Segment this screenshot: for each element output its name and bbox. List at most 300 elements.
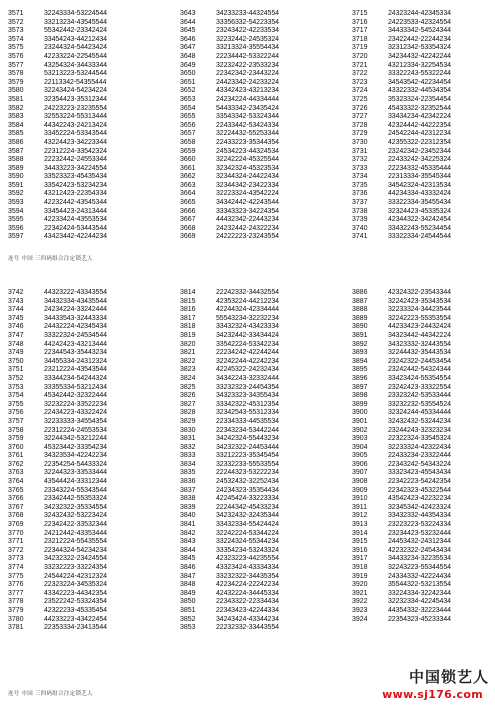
row-code: 34432334-43435544 [44,297,107,305]
row-number: 3654 [180,104,196,112]
row-number: 3584 [8,121,24,129]
table-row [352,530,451,539]
table-row [352,306,451,315]
row-number: 3850 [180,598,196,606]
table-row [180,148,279,157]
table-row [180,62,279,71]
row-number: 3906 [352,460,368,468]
table-row [352,435,451,444]
row-code: 33354234-53243324 [216,546,279,554]
row-number: 3661 [180,164,196,172]
table-row [8,19,107,28]
row-code: 22433242-34225324 [388,156,451,164]
row-number: 3587 [8,147,24,155]
row-number: 3834 [180,460,196,468]
brand-url: www.sj176.com [382,688,483,701]
table-row [8,36,107,45]
row-code: 23243422-42233534 [216,27,279,35]
table-row [352,225,451,234]
table-row [180,521,279,530]
row-code: 32223324-43542224 [216,190,279,198]
table-row [8,44,107,53]
row-code: 32342324-45323534 [216,164,279,172]
row-number: 3838 [180,495,196,503]
row-code: 32243334-53224544 [44,10,107,17]
row-number: 3735 [352,181,368,189]
row-number: 3582 [8,104,24,112]
row-code: 33454423-24313444 [44,207,107,215]
row-number: 3718 [352,35,368,43]
row-code: 33213234-43545544 [44,18,107,26]
table-row [352,289,451,298]
row-number: 3597 [8,233,24,241]
row-code: 33454243-44212434 [44,35,107,43]
row-number: 3731 [352,147,368,155]
row-number: 3573 [8,27,24,35]
row-number: 3748 [8,340,24,348]
table-row [8,590,107,599]
table-row [352,315,451,324]
table-row [8,478,107,487]
table-row [8,208,107,217]
table-row [8,323,107,332]
table-row [180,452,279,461]
table-row [8,332,107,341]
row-number: 3579 [8,78,24,86]
row-code: 33232322-34435354 [216,572,279,580]
row-code: 34542324-42313534 [388,181,451,189]
row-number: 3851 [180,606,196,614]
table-row [8,616,107,625]
row-code: 23242423-33322554 [388,383,451,391]
row-number: 3720 [352,52,368,60]
row-code: 24223223-23235554 [44,104,107,112]
row-code: 22232442-24553344 [44,156,107,164]
row-code: 33523323-45435434 [44,173,107,181]
row-code: 33322243-55322244 [388,70,451,78]
table-row [352,199,451,208]
row-number: 3583 [8,113,24,121]
table-row [180,409,279,418]
row-code: 24222223-23243554 [216,233,279,241]
table-row [180,547,279,556]
table-row [180,573,279,582]
row-code: 32243223-55344554 [388,564,451,571]
table-row [352,444,451,453]
row-code: 33212223-35345454 [216,452,279,460]
row-number: 3589 [8,164,24,172]
table-row [8,315,107,324]
row-code: 44233423-24432424 [388,323,451,331]
row-number: 3820 [180,340,196,348]
table-row [8,148,107,157]
row-number: 3835 [180,469,196,477]
row-code: 45323442-33354234 [44,443,107,451]
row-code: 23212224-55435554 [44,538,107,546]
table-row [8,452,107,461]
row-code: 24334332-42224434 [388,572,451,580]
table-row [8,27,107,36]
table-row [180,401,279,410]
row-code: 33452224-53343544 [44,130,107,138]
table-row [180,208,279,217]
row-number: 3919 [352,572,368,580]
row-code: 42233424-43553534 [44,216,107,224]
table-row [352,298,451,307]
row-code: 32233324-42322434 [388,443,451,451]
row-number: 3760 [8,443,24,451]
table-row [8,547,107,556]
table-row [8,581,107,590]
table-row [352,409,451,418]
table-row [8,469,107,478]
row-code: 44432342-22443234 [216,216,279,224]
row-code: 24532432-32252434 [216,478,279,486]
row-number: 3818 [180,323,196,331]
table-row [352,70,451,79]
table-row [352,607,451,616]
column-2 [180,10,279,242]
row-code: 33423424-55354554 [388,374,451,382]
table-row [352,375,451,384]
table-row [180,27,279,36]
table-row [352,573,451,582]
row-number: 3744 [8,306,24,314]
table-row [352,19,451,28]
row-code: 44323222-43343554 [44,289,107,296]
row-code: 22354323-45233344 [388,615,451,623]
row-number: 3893 [352,349,368,357]
table-row [352,10,451,19]
row-code: 33356332-54223354 [216,18,279,26]
row-code: 43423442-42244234 [44,233,107,241]
row-code: 42324442-44222354 [388,121,451,129]
row-code: 34232322-23424554 [44,555,107,563]
row-number: 3913 [352,521,368,529]
row-code: 44242423-43213444 [44,340,107,348]
table-row [8,384,107,393]
table-row [180,306,279,315]
row-code: 33543342-53324344 [216,113,279,121]
row-code: 32432432-53223424 [44,512,107,520]
row-number: 3740 [352,224,368,232]
table-row [352,341,451,350]
table-row [180,392,279,401]
table-row [352,469,451,478]
table-row [8,96,107,105]
row-number: 3757 [8,417,24,425]
row-number: 3768 [8,512,24,520]
row-code: 35323324-22354454 [388,95,451,103]
row-number: 3774 [8,564,24,571]
row-number: 3643 [180,10,196,17]
row-code: 42232442-43545344 [44,199,107,207]
row-number: 3830 [180,426,196,434]
table-row [180,199,279,208]
table-row [180,487,279,496]
row-code: 33432243-55234454 [388,224,451,232]
row-number: 3815 [180,297,196,305]
table-row [352,366,451,375]
table-row [180,182,279,191]
row-code: 32232224-33522234 [44,400,107,408]
table-row [8,53,107,62]
row-number: 3667 [180,216,196,224]
row-number: 3664 [180,190,196,198]
column-3 [352,10,451,242]
table-row [180,233,279,242]
table-row [352,547,451,556]
table-row [180,598,279,607]
row-code: 42432224-34445334 [216,589,279,597]
row-code: 22353334-23413544 [44,624,107,632]
row-number: 3886 [352,289,368,296]
row-code: 42232322-24543434 [388,546,451,554]
row-code: 44233223-43422454 [44,615,107,623]
table-row [8,113,107,122]
column-1 [8,10,107,242]
row-code: 23234423-53232444 [388,529,451,537]
row-number: 3891 [352,331,368,339]
row-number: 3892 [352,340,368,348]
table-row [352,79,451,88]
row-code: 22313334-35545344 [388,173,451,181]
row-code: 24542244-42312234 [388,130,451,138]
row-code: 34342442-42243544 [216,199,279,207]
row-number: 3753 [8,383,24,391]
table-row [180,427,279,436]
table-row [180,607,279,616]
row-code: 45342442-32322444 [44,392,107,400]
row-code: 22354254-54433324 [44,460,107,468]
column-3 [352,289,451,624]
table-row [8,87,107,96]
row-number: 3918 [352,564,368,571]
row-number: 3764 [8,478,24,486]
row-number: 3773 [8,555,24,563]
row-code: 33542423-53234234 [44,181,107,189]
table-row [180,461,279,470]
row-code: 34342243-32332444 [216,374,279,382]
row-number: 3653 [180,95,196,103]
row-code: 22343234-53442244 [216,426,279,434]
row-number: 3924 [352,615,368,623]
table-row [180,113,279,122]
row-code: 34232442-33434424 [216,331,279,339]
table-row [180,366,279,375]
row-number: 3722 [352,70,368,78]
table-row [180,289,279,298]
row-code: 23223223-53224334 [388,521,451,529]
row-number: 3580 [8,87,24,95]
table-row [180,173,279,182]
table-row [352,598,451,607]
row-number: 3844 [180,546,196,554]
row-code: 44342243-24213424 [44,121,107,129]
table-row [180,87,279,96]
row-number: 3897 [352,383,368,391]
row-code: 22433234-23322444 [388,452,451,460]
row-number: 3734 [352,173,368,181]
table-row [352,358,451,367]
row-number: 3721 [352,61,368,69]
row-code: 23342442-55353324 [44,495,107,503]
row-code: 32244342-53212244 [44,435,107,443]
row-number: 3837 [180,486,196,494]
table-row [352,495,451,504]
row-number: 3650 [180,70,196,78]
row-number: 3717 [352,27,368,35]
table-row [180,384,279,393]
row-code: 33322334-24544544 [388,233,451,241]
table-row [352,478,451,487]
table-row [352,323,451,332]
table-row [8,199,107,208]
row-code: 34232322-24453444 [216,443,279,451]
row-number: 3647 [180,44,196,52]
row-number: 3778 [8,598,24,606]
row-number: 3846 [180,564,196,571]
table-row [352,332,451,341]
table-row [8,358,107,367]
row-code: 45433322-32352544 [388,104,451,112]
row-code: 32242224-45325544 [216,156,279,164]
table-row [8,139,107,148]
table-row [8,401,107,410]
row-number: 3896 [352,374,368,382]
table-row [180,36,279,45]
row-number: 3762 [8,460,24,468]
row-code: 24323244-42345334 [388,10,451,17]
row-number: 3754 [8,392,24,400]
row-number: 3592 [8,190,24,198]
row-code: 43542423-42232234 [388,495,451,503]
row-number: 3776 [8,581,24,589]
row-number: 3726 [352,104,368,112]
row-number: 3771 [8,538,24,546]
table-row [352,139,451,148]
table-row [8,79,107,88]
row-number: 3593 [8,199,24,207]
table-row [8,435,107,444]
row-number: 3668 [180,224,196,232]
row-code: 22323224-34535324 [44,581,107,589]
table-row [180,444,279,453]
table-row [180,530,279,539]
row-number: 3743 [8,297,24,305]
row-number: 3912 [352,512,368,520]
row-number: 3571 [8,10,24,17]
row-code: 43544424-33312344 [44,478,107,486]
row-number: 3575 [8,44,24,52]
row-number: 3578 [8,70,24,78]
row-number: 3923 [352,606,368,614]
row-number: 3914 [352,529,368,537]
row-number: 3781 [8,624,24,632]
row-code: 32232442-24535324 [216,35,279,43]
row-code: 23244324-54423424 [44,44,107,52]
table-row [352,590,451,599]
row-number: 3817 [180,314,196,322]
row-number: 3728 [352,121,368,129]
row-number: 3724 [352,87,368,95]
row-code: 42355322-22312354 [388,138,451,146]
table-row [8,306,107,315]
table-row [352,521,451,530]
row-code: 42245322-24232434 [216,366,279,374]
row-number: 3581 [8,95,24,103]
row-code: 22312224-33542324 [44,147,107,155]
table-row [8,165,107,174]
table-row [180,564,279,573]
row-number: 3656 [180,121,196,129]
row-number: 3842 [180,529,196,537]
row-number: 3816 [180,306,196,314]
row-code: 32345342-42423324 [388,503,451,511]
row-number: 3719 [352,44,368,52]
row-code: 23323242-53533444 [388,392,451,400]
table-row [352,216,451,225]
row-code: 22322324-33545324 [388,435,451,443]
table-row [8,530,107,539]
table-row [352,165,451,174]
table-row [8,122,107,131]
table-row [8,341,107,350]
row-number: 3648 [180,52,196,60]
row-number: 3827 [180,400,196,408]
table-row [352,122,451,131]
table-row [352,555,451,564]
row-code: 24432224-42345434 [44,323,107,331]
table-row [8,564,107,573]
table-row [180,332,279,341]
row-code: 22242332-34432554 [216,289,279,296]
table-row [352,581,451,590]
table-row [180,298,279,307]
row-number: 3572 [8,18,24,26]
table-row [180,624,279,633]
row-code: 34323332-32443554 [388,340,451,348]
row-number: 3585 [8,130,24,138]
row-code: 43342423-43213234 [216,87,279,95]
table-row [352,616,451,625]
table-row [352,130,451,139]
row-code: 43212334-32254534 [388,61,451,69]
table-row [352,105,451,114]
row-code: 32224432-55253344 [216,130,279,138]
row-number: 3910 [352,495,368,503]
row-code: 32243424-54234224 [44,87,107,95]
row-code: 32324244-45334444 [388,409,451,417]
row-code: 24544224-42312324 [44,572,107,580]
row-number: 3887 [352,297,368,305]
row-code: 24423342-24233224 [216,78,279,86]
row-number: 3833 [180,452,196,460]
table-row [180,225,279,234]
row-number: 3729 [352,130,368,138]
row-number: 3770 [8,529,24,537]
row-code: 32344342-23422334 [216,181,279,189]
table-row [8,624,107,633]
row-code: 32332233-55533554 [216,460,279,468]
row-code: 44354332-32223444 [388,606,451,614]
table-row [180,555,279,564]
row-code: 23244243-32323234 [388,426,451,434]
row-code: 22344543-35443234 [44,349,107,357]
row-code: 32324423-45335324 [388,207,451,215]
row-code: 34242324-55443234 [216,435,279,443]
row-code: 24234224-33242444 [44,306,107,314]
